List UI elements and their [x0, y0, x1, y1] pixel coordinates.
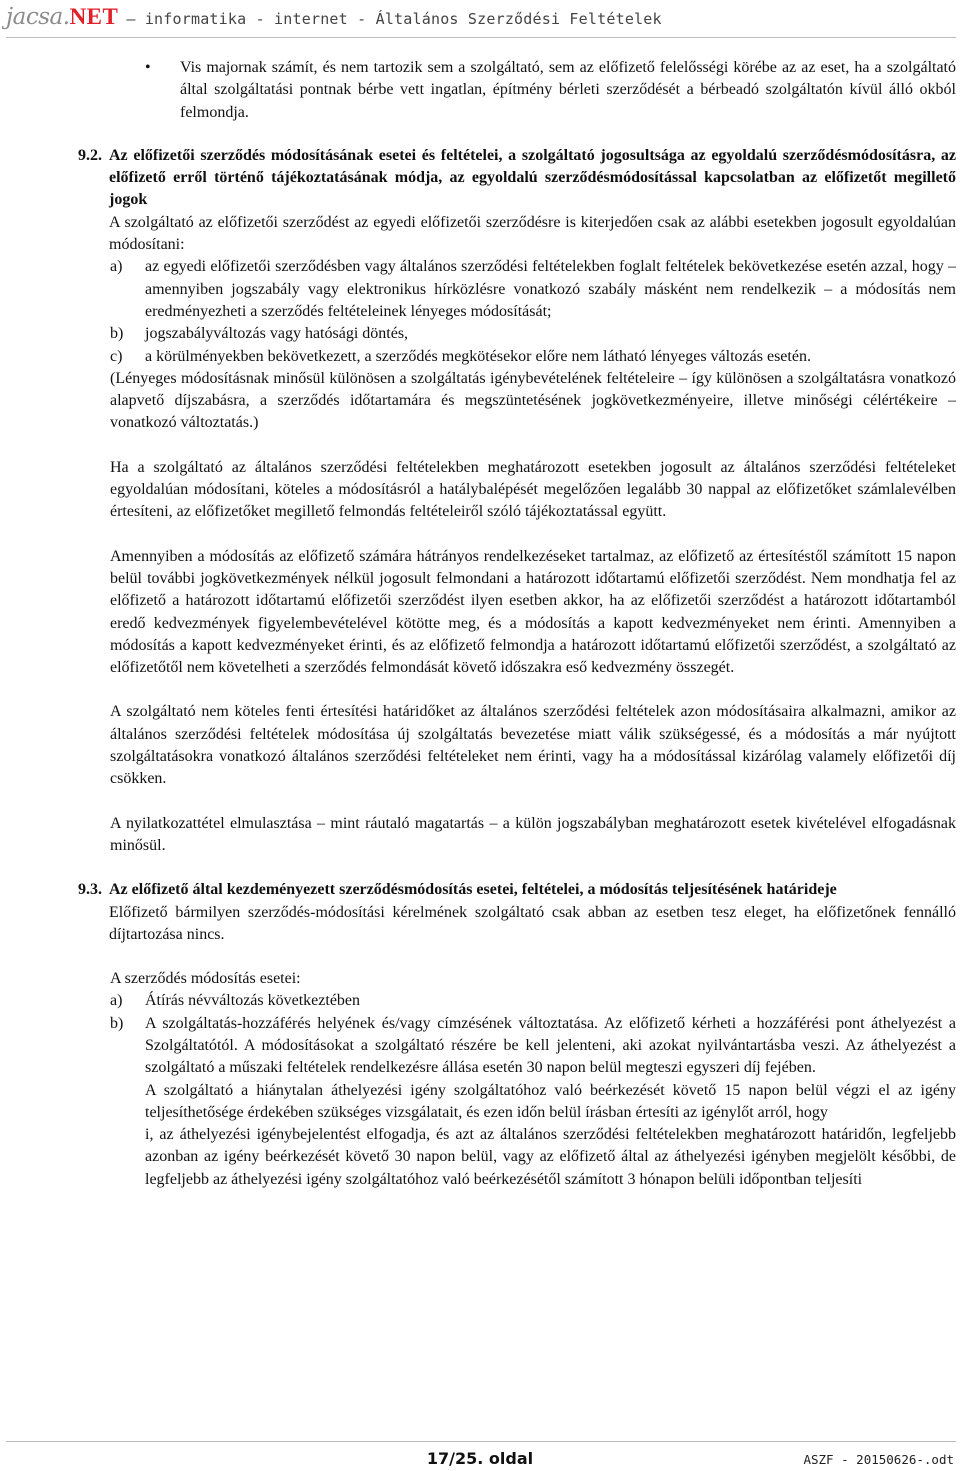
footer-divider [6, 1441, 956, 1442]
note-paragraph: (Lényeges módosításnak minősül különösen a szolgáltatás igénybevételének feltételeire – így különösen a szolgáltatásra vonatkozó alapvető díjszabásra, a szerződés időtartamára és megszüntetésének jogkövetkezményeire, illetve minőségi célértékeire – vonatkozó változtatás.) [110, 369, 956, 432]
list-text: A szolgáltatás-hozzáférés helyének és/vagy címzésének változtatása. Az előfizető kérheti a hozzáférési pont áthelyezést a Szolgáltatótól. A módosításokat a szolgáltató részére be kell jelenteni, aki azokat nyilvántartásba veszi. Az áthelyezést a szolgáltató a műszaki feltételek rendelkezésre állása esetén 30 napon belül megteszi egyszeri díj fejében. [145, 1014, 956, 1077]
document-body [0, 57, 960, 1191]
bullet-text: Vis majornak számít, és nem tartozik sem a szolgáltató, sem az előfizető felelősségi körébe az az eset, ha a szolgáltató által szolgáltatási pontnak bérbe vett ingatlan, építmény bérleti szerződését a bérbeadó szolgáltatón kívül álló okból felmondja. [180, 59, 956, 121]
logo-net: NET [69, 4, 119, 29]
file-name: ASZF - 20150626-.odt [803, 1452, 954, 1467]
list-item [110, 990, 956, 1012]
section-9-3 [78, 879, 956, 946]
logo-jacsa: jacsa. [6, 4, 70, 30]
list-item [110, 1013, 956, 1080]
paragraph: i, az áthelyezési igénybejelentést elfogadja, és azt az általános szerződési feltételekben meghatározott határidőn, legfeljebb azonban az igény beérkezését követő 30 napon belül, vagy az előfizető által az áthelyezési igényben megjelölt későbbi, de legfeljebb az áthelyezési igény szolgáltatóhoz való beérkezésétől számított 3 hónapon belüli időpontban teljesíti [145, 1126, 956, 1188]
bullet-mark: • [145, 59, 151, 76]
list-label: b) [110, 325, 124, 343]
paragraph: Amennyiben a módosítás az előfizető számára hátrányos rendelkezéseket tartalmaz, az előfizető az értesítéstől számított 15 napon belül további jogkövetkezmények nélkül jogosult felmondani a határozott időtartamú előfizetői szerződést. Nem mondhatja fel az előfizető a határozott időtartamú előfizetői szerződést ilyen esetben akkor, ha az előfizetői szerződést a határozott időtartamból eredő kedvezmények figyelembevételével kötötte meg, és a módosítás a kapott kedvezményeket nem érinti. Amennyiben a módosítás a kapott kedvezményeket érinti, és az előfizető felmondja a határozott időtartamú előfizetői szerződést, a szolgáltató az előfizetőtől nem követelheti a szerződés felmondását követő időszakra eső kedvezmény összegét. [110, 547, 956, 677]
section-number: 9.2. [78, 146, 102, 164]
paragraph: A szolgáltató a hiánytalan áthelyezési igény szolgáltatóhoz való beérkezését követő 15 napon belül végzi el az igény teljesíthetősége érdekében szükséges vizsgálatait, és ezen időn belül írásban értesíti az igénylőt arról, hogy [145, 1081, 956, 1121]
list-label: a) [110, 992, 123, 1010]
paragraph: A szolgáltató nem köteles fenti értesítési határidőket az általános szerződési feltételek azon módosításaira alkalmazni, amikor az általános szerződési feltételek módosítása új szolgáltatás bevezetése miatt válik szükségessé, és a módosítás a már nyújtott szolgáltatásokra vonatkozó általános szerződési feltételeket nem érinti, vagy ha a módosítással kizárólag valamely előfizetői díj csökken. [110, 703, 956, 788]
list-item [110, 346, 956, 368]
page-header [6, 4, 662, 32]
list-item [110, 256, 956, 323]
paragraph: Ha a szolgáltató az általános szerződési feltételekben meghatározott esetekben jogosult az általános szerződési feltételeket egyoldalúan módosítani, köteles a módosításról a hatálybalépését megelőzően legalább 30 nappal az előfizetőket számlalevélben értesíteni, az előfizetőket megillető felmondás feltételeiről szóló tájékoztatással együtt. [110, 458, 956, 521]
list-text: jogszabályváltozás vagy hatósági döntés, [145, 325, 409, 343]
list-label: c) [110, 347, 123, 365]
section-number: 9.3. [78, 881, 102, 899]
list-text: Átírás névváltozás következtében [145, 992, 361, 1010]
list-label: a) [110, 258, 123, 276]
cases-title: A szerződés módosítás esetei: [110, 970, 301, 988]
paragraph: A nyilatkozattétel elmulasztása – mint ráutaló magatartás – a külön jogszabályban meghatározott esetek kivételével elfogadásnak minősül. [110, 814, 956, 854]
header-subtitle: – informatika - internet - Általános Szerződési Feltételek [126, 10, 662, 28]
section-9-2 [78, 145, 956, 256]
bullet-item [145, 57, 956, 124]
list-label: b) [110, 1014, 124, 1032]
page-number: 17/25. oldal [426, 1449, 534, 1468]
section-title: Az előfizető által kezdeményezett szerződésmódosítás esetei, feltételei, a módosítás teljesítésének határideje [109, 881, 837, 899]
section-title: Az előfizetői szerződés módosításának esetei és feltételei, a szolgáltató jogosultsága az egyoldalú szerződésmódosításra, az előfizető erről történő tájékoztatásának módja, az egyoldalú szerződésmódosítással kapcsolatban az előfizetőt megillető jogok [109, 146, 956, 209]
section-intro: Előfizető bármilyen szerződés-módosítási kérelmének szolgáltató csak abban az esetben tesz eleget, ha előfizetőnek fennálló díjtartozása nincs. [109, 903, 956, 943]
section-intro: A szolgáltató az előfizetői szerződést az egyedi előfizetői szerződésre is kiterjedően csak az alábbi esetekben jogosult egyoldalúan módosítani: [109, 213, 956, 254]
list-text: a körülményekben bekövetkezett, a szerződés megkötésekor előre nem látható lényeges változás esetén. [145, 347, 811, 365]
list-item [110, 323, 956, 345]
list-text: az egyedi előfizetői szerződésben vagy általános szerződési feltételekben foglalt feltételek bekövetkezése esetén azzal, hogy – amennyiben jogszabály vagy elektronikus hírközlésre vonatkozó szabály másként nem rendelkezik – a módosítás nem eredményezheti a szerződés feltételeinek lényeges módosítását; [145, 258, 956, 320]
header-divider [6, 37, 956, 38]
